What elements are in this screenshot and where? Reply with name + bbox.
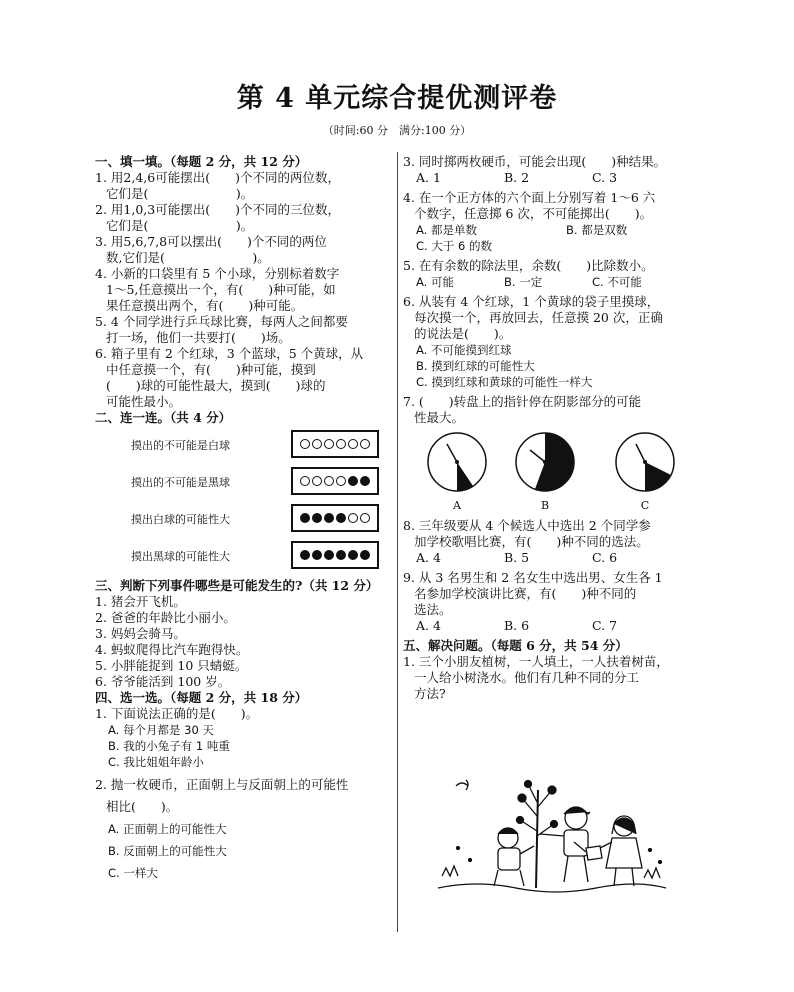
- black-ball-icon: [360, 550, 370, 560]
- black-ball-icon: [348, 550, 358, 560]
- left-column: [95, 154, 395, 884]
- section-4-question-6: 6. 从装有 4 个红球，1 个黄球的袋子里摸球， 每次摸一个，再放回去，任意摸 20 次，正确 的说法是( )。: [403, 294, 663, 341]
- section-4-q2-option-a: A. 正面朝上的可能性大: [108, 822, 227, 836]
- black-ball-icon: [348, 476, 358, 486]
- option-a: A. 4: [416, 550, 441, 565]
- option-c: C. 6: [592, 550, 618, 565]
- section-4-question-9: 9. 从 3 名男生和 2 名女生中选出男、女生各 1 名参加学校演讲比赛，有( )种不同的 选法。: [403, 570, 663, 617]
- section-3-item-6: 6. 爷爷能活到 100 岁。: [95, 674, 231, 689]
- match-row: [95, 537, 395, 574]
- option-a: A. 都是单数: [416, 223, 477, 237]
- spinner-b: [513, 430, 577, 494]
- section-4-q1-option-c: C. 我比姐姐年龄小: [108, 755, 204, 769]
- option-a: A. 1: [416, 170, 441, 185]
- white-ball-icon: [348, 513, 358, 523]
- section-4-question-1: 1. 下面说法正确的是( )。: [95, 706, 259, 721]
- white-ball-icon: [336, 439, 346, 449]
- match-label: 摸出的不可能是黑球: [131, 476, 230, 489]
- section-3-item-1: 1. 猪会开飞机。: [95, 594, 186, 609]
- matching-exercise: [95, 426, 395, 574]
- white-ball-icon: [336, 476, 346, 486]
- black-ball-icon: [324, 513, 334, 523]
- black-ball-icon: [312, 513, 322, 523]
- section-4-q8-options: [416, 550, 703, 566]
- spinner-c: [613, 430, 677, 494]
- match-row: [95, 463, 395, 500]
- white-ball-icon: [312, 476, 322, 486]
- section-5-heading: 五、解决问题。（每题 6 分，共 54 分）: [403, 638, 628, 653]
- black-ball-icon: [336, 513, 346, 523]
- spinner-a-label: A: [453, 499, 461, 512]
- section-4-question-7: 7. ( )转盘上的指针停在阴影部分的可能 性最大。: [403, 394, 642, 425]
- white-ball-icon: [324, 439, 334, 449]
- section-1-question-5: 5. 4 个同学进行乒乓球比赛，每两人之间都要 打一场，他们一共要打( )场。: [95, 314, 348, 345]
- ball-box: [291, 541, 379, 569]
- option-b: B. 5: [504, 550, 530, 565]
- section-4-heading: 四、选一选。（每题 2 分，共 18 分）: [95, 690, 308, 705]
- match-row: [95, 500, 395, 537]
- option-b: B. 6: [504, 618, 530, 633]
- spinner-c-label: C: [640, 499, 650, 512]
- white-ball-icon: [312, 439, 322, 449]
- option-a: A. 4: [416, 618, 441, 633]
- match-label: 摸出白球的可能性大: [131, 513, 230, 526]
- white-ball-icon: [300, 439, 310, 449]
- right-column: [403, 154, 703, 702]
- section-4-q6-option-b: B. 摸到红球的可能性大: [416, 359, 535, 373]
- section-4-q6-option-c: C. 摸到红球和黄球的可能性一样大: [416, 375, 593, 389]
- spinner-figures: [403, 430, 703, 518]
- option-c: C. 3: [592, 170, 618, 185]
- section-3-item-2: 2. 爸爸的年龄比小丽小。: [95, 610, 236, 625]
- black-ball-icon: [360, 476, 370, 486]
- white-ball-icon: [348, 439, 358, 449]
- section-1-heading: 一、填一填。（每题 2 分，共 12 分）: [95, 154, 308, 169]
- section-4-q4-options: [416, 222, 703, 238]
- match-label: 摸出黑球的可能性大: [131, 550, 230, 563]
- section-4-q1-option-a: A. 每个月都是 30 天: [108, 723, 214, 737]
- section-4-q5-options: [416, 274, 703, 290]
- option-a: A. 可能: [416, 275, 454, 289]
- black-ball-icon: [336, 550, 346, 560]
- section-4-q4-option-c: C. 大于 6 的数: [416, 239, 492, 253]
- section-3-item-4: 4. 蚂蚁爬得比汽车跑得快。: [95, 642, 249, 657]
- page-title: 第 4 单元综合提优测评卷: [236, 83, 558, 114]
- option-c: C. 7: [592, 618, 618, 633]
- match-row: [95, 426, 395, 463]
- white-ball-icon: [300, 476, 310, 486]
- section-4-q3-options: [416, 170, 703, 186]
- ball-box: [291, 430, 379, 458]
- black-ball-icon: [300, 513, 310, 523]
- section-2-heading: 二、连一连。（共 4 分）: [95, 410, 232, 425]
- section-3-item-3: 3. 妈妈会骑马。: [95, 626, 186, 641]
- section-4-q6-option-a: A. 不可能摸到红球: [416, 343, 512, 357]
- section-1-question-1: 1. 用2,4,6可能摆出( )个不同的两位数， 它们是( )。: [95, 170, 340, 201]
- column-divider: [397, 152, 398, 932]
- black-ball-icon: [312, 550, 322, 560]
- option-b: B. 都是双数: [566, 223, 628, 237]
- ball-box: [291, 504, 379, 532]
- section-4-question-2: 2. 抛一枚硬币，正面朝上与反面朝上的可能性 相比( )。: [95, 777, 349, 814]
- children-planting-tree-illustration: [436, 776, 668, 896]
- section-5-question-1: 1. 三个小朋友植树，一人填土，一人扶着树苗， 一人给小树浇水。他们有几种不同的分工 方法?: [403, 654, 669, 701]
- option-b: B. 一定: [504, 275, 543, 289]
- black-ball-icon: [324, 550, 334, 560]
- section-4-q2-option-c: C. 一样大: [108, 866, 158, 880]
- black-ball-icon: [300, 550, 310, 560]
- section-4-q2-option-b: B. 反面朝上的可能性大: [108, 844, 227, 858]
- white-ball-icon: [360, 513, 370, 523]
- section-3-item-5: 5. 小胖能捉到 10 只蜻蜓。: [95, 658, 248, 673]
- spinner-b-label: B: [540, 499, 550, 512]
- white-ball-icon: [324, 476, 334, 486]
- ball-box: [291, 467, 379, 495]
- section-4-question-5: 5. 在有余数的除法里，余数( )比除数小。: [403, 258, 654, 273]
- section-4-q9-options: [416, 618, 703, 634]
- option-c: C. 不可能: [592, 275, 642, 289]
- section-1-question-4: 4. 小新的口袋里有 5 个小球，分别标着数字 1～5,任意摸出一个，有( )种可能，如 果任意摸出两个，有( )种可能。: [95, 266, 340, 313]
- match-label: 摸出的不可能是白球: [131, 439, 230, 452]
- section-1-question-3: 3. 用5,6,7,8可以摆出( )个不同的两位 数,它们是( )。: [95, 234, 327, 265]
- section-3-heading: 三、判断下列事件哪些是可能发生的?（共 12 分）: [95, 578, 379, 593]
- page-subtitle: （时间:60 分 满分:100 分）: [322, 124, 472, 137]
- spinner-a: [425, 430, 489, 494]
- section-1-question-6: 6. 箱子里有 2 个红球，3 个蓝球，5 个黄球，从 中任意摸一个，有( )种可能，摸到 ( )球的可能性最大，摸到( )球的 可能性最小。: [95, 346, 364, 409]
- section-4-question-4: 4. 在一个正方体的六个面上分别写着 1～6 六 个数字，任意掷 6 次，不可能掷出( )。: [403, 190, 656, 221]
- section-4-question-8: 8. 三年级要从 4 个候选人中选出 2 个同学参 加学校歌唱比赛，有( )种不同的选法。: [403, 518, 651, 549]
- section-4-q1-option-b: B. 我的小兔子有 1 吨重: [108, 739, 230, 753]
- option-b: B. 2: [504, 170, 530, 185]
- white-ball-icon: [360, 439, 370, 449]
- section-4-question-3: 3. 同时掷两枚硬币，可能会出现( )种结果。: [403, 154, 667, 169]
- section-1-question-2: 2. 用1,0,3可能摆出( )个不同的三位数， 它们是( )。: [95, 202, 340, 233]
